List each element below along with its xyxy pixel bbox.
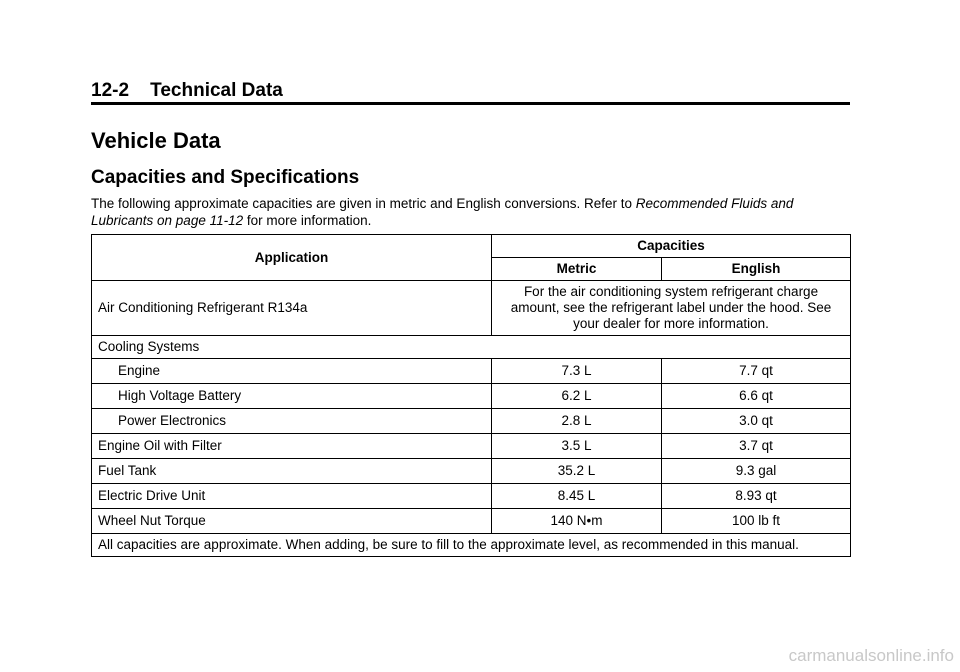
cell-english: 3.0 qt	[662, 409, 851, 434]
table-row	[92, 359, 851, 384]
table-row	[92, 409, 851, 434]
intro-text: The following approximate capacities are given in metric and English conversions. Refer to	[91, 196, 636, 211]
header-capacities: Capacities	[492, 235, 851, 258]
cell-application: Electric Drive Unit	[92, 484, 492, 509]
page-header	[91, 80, 283, 102]
header-metric: Metric	[492, 258, 662, 281]
cell-application: High Voltage Battery	[92, 384, 492, 409]
cell-application: Power Electronics	[92, 409, 492, 434]
header-english: English	[662, 258, 851, 281]
table-row	[92, 534, 851, 557]
cell-application: Engine Oil with Filter	[92, 434, 492, 459]
table-row	[92, 336, 851, 359]
table-row	[92, 434, 851, 459]
intro-paragraph	[91, 195, 851, 229]
table-row	[92, 509, 851, 534]
subsection-title: Capacities and Specifications	[91, 167, 360, 188]
cell-application: Engine	[92, 359, 492, 384]
cell-footnote: All capacities are approximate. When adding, be sure to fill to the approximate level, as recommended in this manual.	[92, 534, 851, 557]
table-row	[92, 281, 851, 336]
cross-reference-link[interactable]: Recommended Fluids and Lubricants on page 11-12	[91, 196, 794, 228]
table-row	[92, 384, 851, 409]
header-rule	[91, 102, 850, 105]
cell-application: Air Conditioning Refrigerant R134a	[92, 281, 492, 336]
cell-english: 7.7 qt	[662, 359, 851, 384]
table-row	[92, 484, 851, 509]
cell-english: 8.93 qt	[662, 484, 851, 509]
capacities-table	[91, 234, 851, 557]
cell-metric: 35.2 L	[492, 459, 662, 484]
header-application: Application	[92, 235, 492, 281]
table-row	[92, 459, 851, 484]
cell-metric: 7.3 L	[492, 359, 662, 384]
cell-english: 9.3 gal	[662, 459, 851, 484]
cell-english: 6.6 qt	[662, 384, 851, 409]
intro-text-end: for more information.	[243, 213, 372, 228]
cell-metric: 2.8 L	[492, 409, 662, 434]
cell-english: 100 lb ft	[662, 509, 851, 534]
chapter-title: Technical Data	[150, 80, 283, 101]
page-number: 12-2	[91, 80, 130, 101]
cell-english: 3.7 qt	[662, 434, 851, 459]
cell-metric: 6.2 L	[492, 384, 662, 409]
cell-metric: 140 N•m	[492, 509, 662, 534]
cell-application: Wheel Nut Torque	[92, 509, 492, 534]
cell-refrigerant-note: For the air conditioning system refrigerant charge amount, see the refrigerant label under the hood. See your dealer for more information.	[492, 281, 851, 336]
cell-application: Fuel Tank	[92, 459, 492, 484]
cell-group-label: Cooling Systems	[92, 336, 851, 359]
cell-metric: 8.45 L	[492, 484, 662, 509]
cell-metric: 3.5 L	[492, 434, 662, 459]
watermark: carmanualsonline.info	[788, 646, 954, 665]
section-title: Vehicle Data	[91, 128, 221, 153]
